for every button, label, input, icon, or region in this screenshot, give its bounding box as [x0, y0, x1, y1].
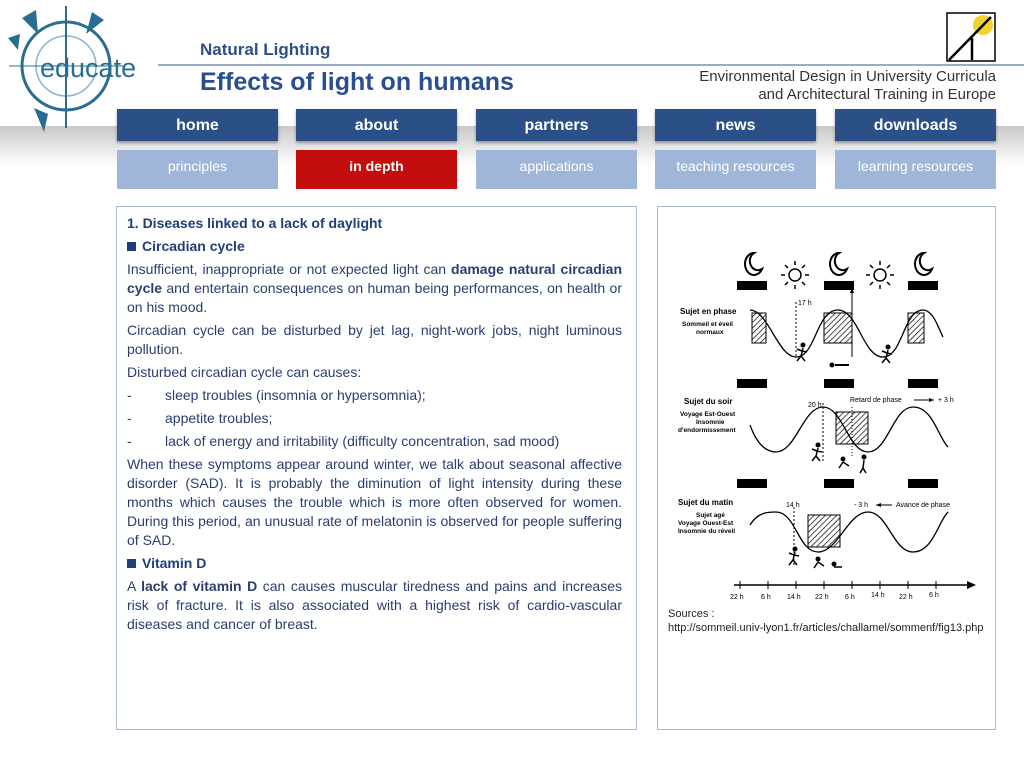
sun-icon [866, 261, 894, 289]
partner-logo [946, 12, 996, 62]
row-title: Sujet en phase [680, 307, 737, 316]
list-item [127, 386, 622, 405]
sources-link[interactable]: http://sommeil.univ-lyon1.fr/articles/challamel/sommenf/fig13.php [668, 622, 984, 634]
paragraph: Disturbed circadian cycle can causes: [127, 364, 362, 380]
dash-bullet: - [127, 433, 132, 449]
axis-label: 22 h [815, 594, 829, 601]
logo-wedge [86, 12, 104, 34]
peak-label: 17 h [798, 300, 812, 307]
nav-home[interactable]: home [117, 109, 278, 141]
arrow-head [967, 581, 976, 589]
page-title: Effects of light on humans [200, 68, 514, 96]
logo-wedge [22, 10, 38, 34]
subsection-title: Circadian cycle [142, 238, 245, 254]
figure-sources [668, 607, 983, 635]
nav-partners[interactable]: partners [476, 109, 637, 141]
list-item [127, 432, 622, 451]
sun-icon [781, 261, 809, 289]
list-item-text: lack of energy and irritability (difficulty concentration, sad mood) [165, 433, 560, 449]
section-heading: 1. Diseases linked to a lack of daylight [127, 215, 383, 231]
paragraph-text: and entertain consequences on human being performances, on health or on his mood. [127, 280, 622, 315]
moon-icon [830, 253, 847, 275]
nav-downloads[interactable]: downloads [835, 109, 996, 141]
sleep-hatch [752, 313, 766, 343]
subnav-applications[interactable]: applications [476, 150, 637, 189]
subnav-in-depth[interactable]: in depth [296, 150, 457, 189]
figure-person-icon [789, 547, 799, 566]
organization-line: and Architectural Training in Europe [758, 86, 996, 103]
figure-person-icon [812, 443, 822, 462]
peak-label: 14 h [786, 502, 800, 509]
moon-icon [915, 253, 932, 275]
axis-label: 14 h [871, 592, 885, 599]
organization-line: Environmental Design in University Curricula [699, 68, 996, 85]
peak-label: 20 h [808, 402, 822, 409]
figure-person-icon [814, 557, 824, 569]
figure-panel [657, 206, 996, 730]
night-bar [737, 281, 767, 290]
phase-shift-value: - 3 h [854, 502, 869, 509]
row-caption: Sommeil et éveil [682, 321, 733, 328]
nav-about[interactable]: about [296, 109, 457, 141]
figure-person-icon [797, 343, 807, 362]
axis-label: 22 h [730, 594, 744, 601]
axis-label: 6 h [845, 594, 855, 601]
night-bar [908, 379, 938, 388]
square-bullet-icon [127, 242, 136, 251]
night-bar [824, 379, 854, 388]
phase-shift-label: Avance de phase [896, 502, 950, 509]
moon-icon [745, 253, 762, 275]
night-bar [824, 281, 854, 290]
row-caption: Sujet agé [696, 512, 725, 519]
paragraph: When these symptoms appear around winter, we talk about seasonal affective disorder (SAD). It is probably the diminution of light intensity during these months which causes the trouble which is more often observed for women. During this period, an unusual rate of melatonin is observed for people suffering of SAD. [127, 456, 622, 548]
phase-shift-value: + 3 h [938, 397, 954, 404]
row-caption: Insomnie du réveil [678, 528, 736, 535]
circadian-diagram [658, 207, 995, 607]
figure-person-icon [832, 562, 843, 568]
list-item [127, 409, 622, 428]
row-caption: d'endormissement [678, 427, 736, 434]
header-divider [158, 64, 1024, 66]
phase-shift-label: Retard de phase [850, 397, 902, 404]
axis-label: 6 h [929, 592, 939, 599]
logo-wordmark: educate [40, 53, 137, 83]
list-item-text: appetite troubles; [165, 410, 273, 426]
paragraph-emphasis: damage natural circadian cycle [127, 261, 623, 296]
axis-label: 14 h [787, 594, 801, 601]
paragraph [127, 260, 622, 317]
paragraph [127, 577, 622, 634]
square-bullet-icon [127, 559, 136, 568]
night-bar [737, 479, 767, 488]
sleep-hatch [824, 313, 852, 343]
paragraph-text: can causes muscular tiredness and pains and increases risk of fracture. It is also associated with a highest risk of cardio-vascular diseases and cancer of breast. [127, 578, 622, 632]
axis-label: 6 h [761, 594, 771, 601]
row-caption: Voyage Ouest-Est [678, 520, 734, 527]
night-bar [908, 281, 938, 290]
paragraph: Circadian cycle can be disturbed by jet lag, night-work jobs, night luminous pollution. [127, 322, 622, 357]
night-bar [908, 479, 938, 488]
dash-bullet: - [127, 410, 132, 426]
sources-label: Sources : [668, 608, 715, 620]
sleeping-person-icon [830, 363, 850, 368]
subnav-learning-resources[interactable]: learning resources [835, 150, 996, 189]
figure-person-icon [839, 457, 849, 469]
logo-wedge [8, 34, 20, 50]
list-item-text: sleep troubles (insomnia or hypersomnia); [165, 387, 426, 403]
paragraph-emphasis: lack of vitamin D [141, 578, 258, 594]
subsection-title: Vitamin D [142, 555, 207, 571]
paragraph-text: Insufficient, inappropriate or not expected light can [127, 261, 452, 277]
subnav-teaching-resources[interactable]: teaching resources [655, 150, 816, 189]
organization-name [699, 68, 996, 104]
row-caption: normaux [696, 329, 724, 336]
subsection-heading-vitamin-d [127, 554, 622, 573]
axis-label: 22 h [899, 594, 913, 601]
figure-person-icon [882, 345, 892, 364]
row-caption: Insomnie [696, 419, 725, 426]
page-kicker: Natural Lighting [200, 40, 331, 59]
nav-news[interactable]: news [655, 109, 816, 141]
paragraph-text: A [127, 578, 142, 594]
row-caption: Voyage Est-Ouest [680, 411, 736, 418]
logo-wedge [34, 108, 48, 132]
figure-person-icon [860, 455, 867, 474]
arrow-head [876, 503, 881, 507]
night-bar [824, 479, 854, 488]
row-title: Sujet du matin [678, 498, 734, 507]
night-bar [737, 379, 767, 388]
dash-bullet: - [127, 387, 132, 403]
arrow-head [929, 398, 934, 402]
circadian-curve [750, 512, 948, 552]
subnav-principles[interactable]: principles [117, 150, 278, 189]
row-title: Sujet du soir [684, 397, 733, 406]
content-panel [116, 206, 637, 730]
subsection-heading-circadian [127, 237, 622, 256]
